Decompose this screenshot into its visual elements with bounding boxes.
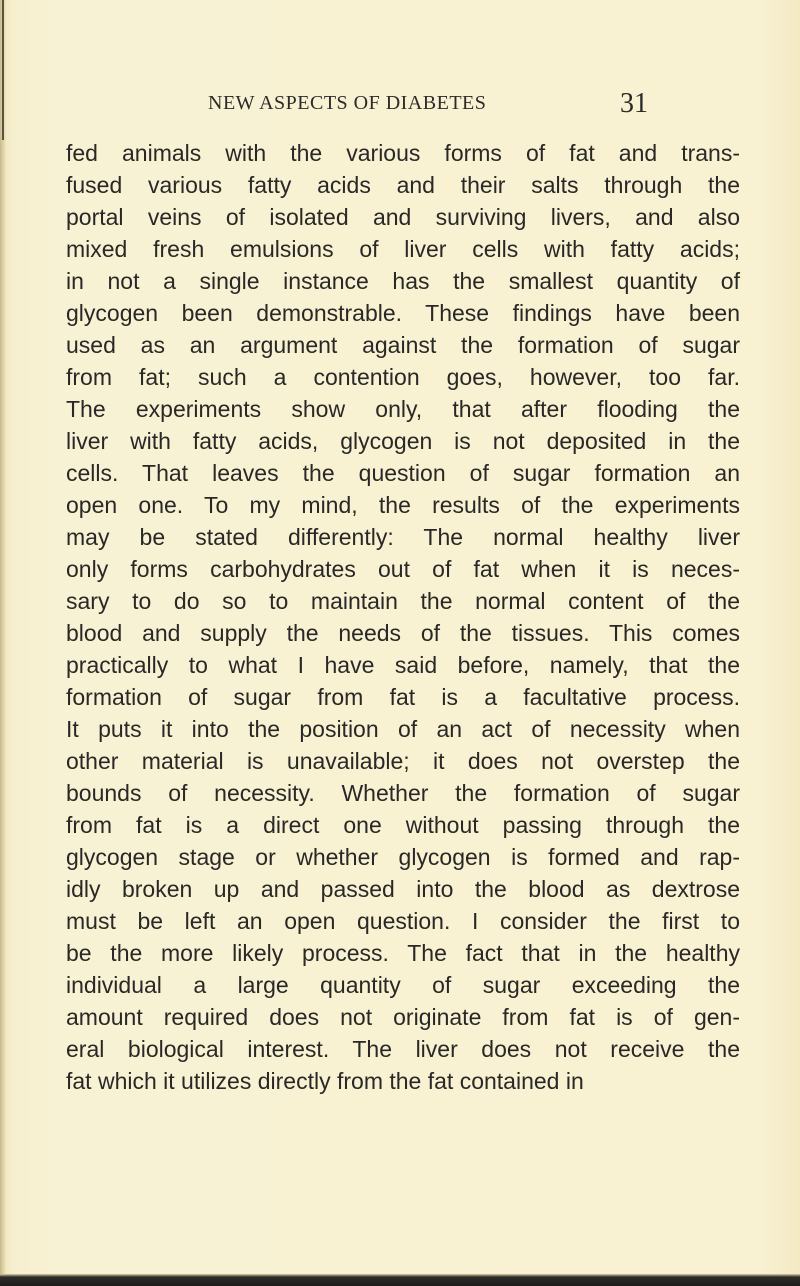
page-bottom-edge <box>0 1274 800 1286</box>
text-line: idly broken up and passed into the blood as dextrose <box>66 876 740 902</box>
text-line: eral biological interest. The liver does not receive the <box>66 1036 740 1062</box>
text-line: in not a single instance has the smallest quantity of <box>66 268 740 294</box>
text-line: practically to what I have said before, namely, that the <box>66 652 740 678</box>
text-line: fused various fatty acids and their salts through the <box>66 172 740 198</box>
text-line: cells. That leaves the question of sugar formation an <box>66 460 740 486</box>
text-line: It puts it into the position of an act of necessity when <box>66 716 740 742</box>
text-line: be the more likely process. The fact that in the healthy <box>66 940 740 966</box>
text-line: fat which it utilizes directly from the fat contained in <box>66 1068 584 1094</box>
text-line: sary to do so to maintain the normal content of the <box>66 588 740 614</box>
text-line: only forms carbohydrates out of fat when it is neces- <box>66 556 740 582</box>
text-line: bounds of necessity. Whether the formation of sugar <box>66 780 740 806</box>
text-line: formation of sugar from fat is a facultative process. <box>66 684 740 710</box>
body-text <box>66 137 740 1097</box>
text-line: The experiments show only, that after flooding the <box>66 396 740 422</box>
page-number: 31 <box>620 88 648 119</box>
text-line: blood and supply the needs of the tissues. This comes <box>66 620 740 646</box>
running-head-title: NEW ASPECTS OF DIABETES <box>208 92 487 114</box>
text-line: individual a large quantity of sugar exceeding the <box>66 972 740 998</box>
text-line: must be left an open question. I consider the first to <box>66 908 740 934</box>
text-line: used as an argument against the formation of sugar <box>66 332 740 358</box>
text-line: may be stated differently: The normal healthy liver <box>66 524 740 550</box>
text-line: portal veins of isolated and surviving livers, and also <box>66 204 740 230</box>
text-line: other material is unavailable; it does not overstep the <box>66 748 740 774</box>
text-line: from fat; such a contention goes, however, too far. <box>66 364 740 390</box>
text-line: from fat is a direct one without passing through the <box>66 812 740 838</box>
text-line: glycogen been demonstrable. These findings have been <box>66 300 740 326</box>
gutter-edge <box>2 0 4 140</box>
text-line: amount required does not originate from fat is of gen- <box>66 1004 740 1030</box>
text-line: liver with fatty acids, glycogen is not deposited in the <box>66 428 740 454</box>
text-line: fed animals with the various forms of fat and trans- <box>66 140 740 166</box>
running-head <box>208 88 648 122</box>
gutter-shadow <box>0 0 6 1286</box>
text-line: mixed fresh emulsions of liver cells with fatty acids; <box>66 236 740 262</box>
text-line: open one. To my mind, the results of the experiments <box>66 492 740 518</box>
text-line: glycogen stage or whether glycogen is formed and rap- <box>66 844 740 870</box>
